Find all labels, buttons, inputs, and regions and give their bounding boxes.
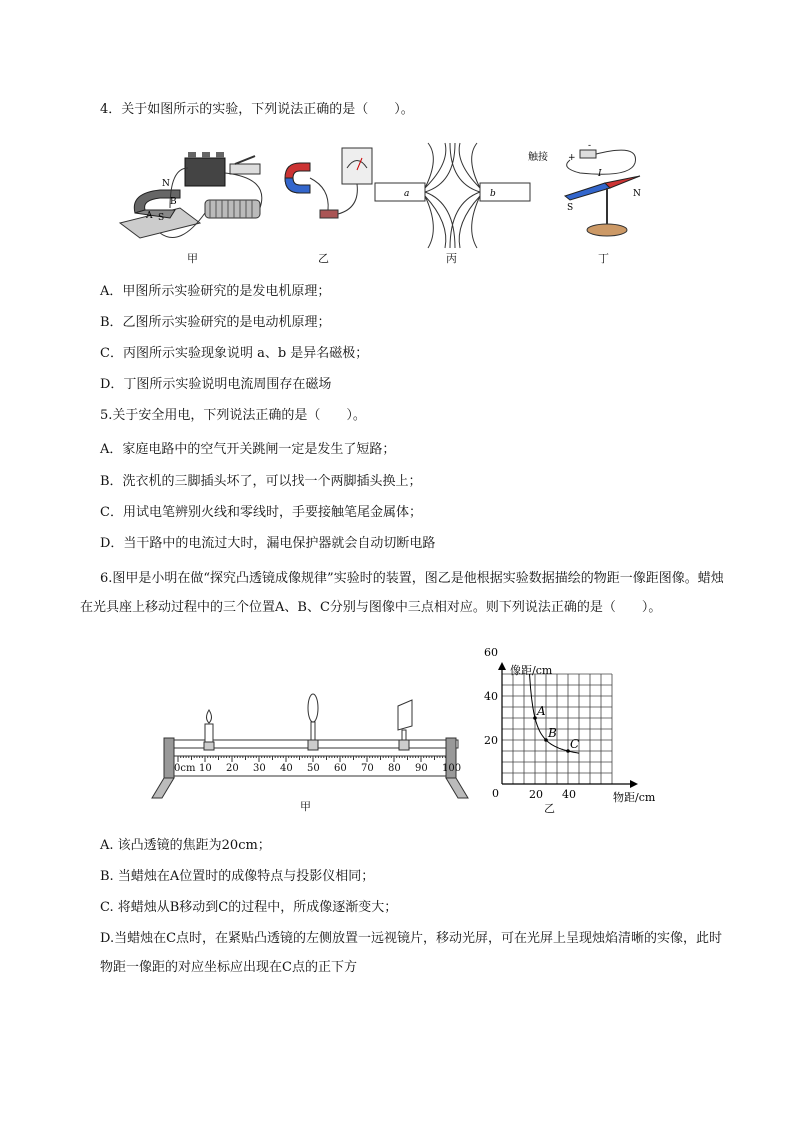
q6-option-b: B. 当蜡烛在A位置时的成像特点与投影仪相同； bbox=[100, 869, 375, 884]
ding-plus-label: + bbox=[568, 153, 576, 163]
y-axis-arrow bbox=[498, 662, 506, 670]
q5-option-d: D．当干路中的电流过大时，漏电保护器就会自动切断电路 bbox=[100, 536, 436, 551]
q4-option-d: D．丁图所示实验说明电流周围存在磁场 bbox=[100, 377, 332, 392]
x-axis-label: 物距/cm bbox=[613, 791, 656, 804]
q4-option-a: A．甲图所示实验研究的是发电机原理； bbox=[100, 284, 331, 299]
caption-bing: 丙 bbox=[446, 252, 457, 265]
candle bbox=[204, 710, 214, 750]
q6-stem: 6.图甲是小明在做“探究凸透镜成像规律”实验时的装置，图乙是他根据实验数据描绘的物距一像距图像。蜡烛在光具座上移动过程中的三个位置A、B、C分别与图像中三点相对应。则下列说法正确的是（ ）。 bbox=[80, 571, 724, 615]
ding-S-label: S bbox=[567, 203, 574, 213]
y-tick-20: 20 bbox=[484, 734, 498, 747]
scale-label: 80 bbox=[388, 763, 401, 774]
scale-label: 90 bbox=[415, 763, 428, 774]
distance-graph bbox=[480, 646, 680, 810]
jia-A-label: A bbox=[146, 211, 153, 221]
ding-touch-label: 触接 bbox=[528, 152, 548, 163]
x-tick-40: 40 bbox=[562, 788, 576, 801]
y-tick-40: 40 bbox=[484, 690, 498, 703]
caption-fig-yi: 乙 bbox=[544, 802, 555, 815]
caption-yi: 乙 bbox=[318, 252, 329, 265]
scale-label: 0cm bbox=[174, 763, 196, 774]
point-label-c: C bbox=[570, 737, 580, 751]
scale-label: 50 bbox=[307, 763, 320, 774]
optical-bench-figure bbox=[148, 694, 472, 804]
scale-label: 60 bbox=[334, 763, 347, 774]
scale-label: 40 bbox=[280, 763, 293, 774]
y-axis-label: 像距/cm bbox=[510, 664, 553, 677]
bing-a-label: a bbox=[404, 189, 410, 199]
q4-option-c: C．丙图所示实验现象说明 a、b 是异名磁极； bbox=[100, 346, 369, 361]
ding-minus-label: - bbox=[588, 141, 592, 151]
x-axis-arrow bbox=[630, 780, 638, 788]
ding-oersted-diagram bbox=[528, 141, 641, 236]
q4-option-b: B．乙图所示实验研究的是电动机原理； bbox=[100, 315, 331, 330]
q4-figure bbox=[110, 138, 660, 268]
bing-b-label: b bbox=[490, 189, 496, 199]
point-label-a: A bbox=[537, 704, 546, 718]
caption-fig-jia: 甲 bbox=[300, 800, 311, 813]
q5-option-b: B．洗衣机的三脚插头坏了，可以找一个两脚插头换上； bbox=[100, 474, 422, 489]
convex-lens bbox=[308, 694, 318, 750]
q5-option-c: C．用试电笔辨别火线和零线时，手要接触笔尾金属体； bbox=[100, 505, 422, 520]
jia-B-label: B bbox=[170, 197, 177, 207]
scale-label: 70 bbox=[361, 763, 374, 774]
q6-option-c: C. 将蜡烛从B移动到C的过程中，所成像逐渐变大； bbox=[100, 900, 398, 915]
q6-option-d: D.当蜡烛在C点时，在紧贴凸透镜的左侧放置一远视镜片，移动光屏，可在光屏上呈现烛焰清晰的实像，此时物距一像距的对应坐标应出现在C点的正下方 bbox=[100, 931, 723, 975]
jia-S-label: S bbox=[158, 213, 165, 223]
jia-apparatus-diagram bbox=[120, 152, 262, 238]
scale-label: 20 bbox=[226, 763, 239, 774]
q5-option-a: A．家庭电路中的空气开关跳闸一定是发生了短路； bbox=[100, 442, 396, 457]
caption-jia: 甲 bbox=[187, 252, 198, 265]
ding-I-label: I bbox=[598, 169, 602, 179]
q6-option-a: A. 该凸透镜的焦距为20cm； bbox=[100, 838, 271, 853]
origin-label: 0 bbox=[492, 787, 499, 800]
yi-apparatus-diagram bbox=[285, 148, 372, 218]
scale-label: 10 bbox=[199, 763, 212, 774]
jia-N-label: N bbox=[162, 179, 170, 189]
point-label-b: B bbox=[548, 726, 557, 740]
scale-label: 30 bbox=[253, 763, 266, 774]
ding-N-label: N bbox=[633, 189, 641, 199]
bing-field-lines-diagram bbox=[375, 143, 530, 248]
graph-grid bbox=[502, 674, 612, 784]
q4-stem: 4．关于如图所示的实验，下列说法正确的是（ ）。 bbox=[100, 102, 414, 117]
caption-ding: 丁 bbox=[598, 252, 609, 265]
scale-label: 100 bbox=[442, 763, 462, 774]
y-tick-60: 60 bbox=[484, 646, 498, 659]
q5-stem: 5.关于安全用电，下列说法正确的是（ ）。 bbox=[100, 408, 366, 423]
x-tick-20: 20 bbox=[529, 788, 543, 801]
